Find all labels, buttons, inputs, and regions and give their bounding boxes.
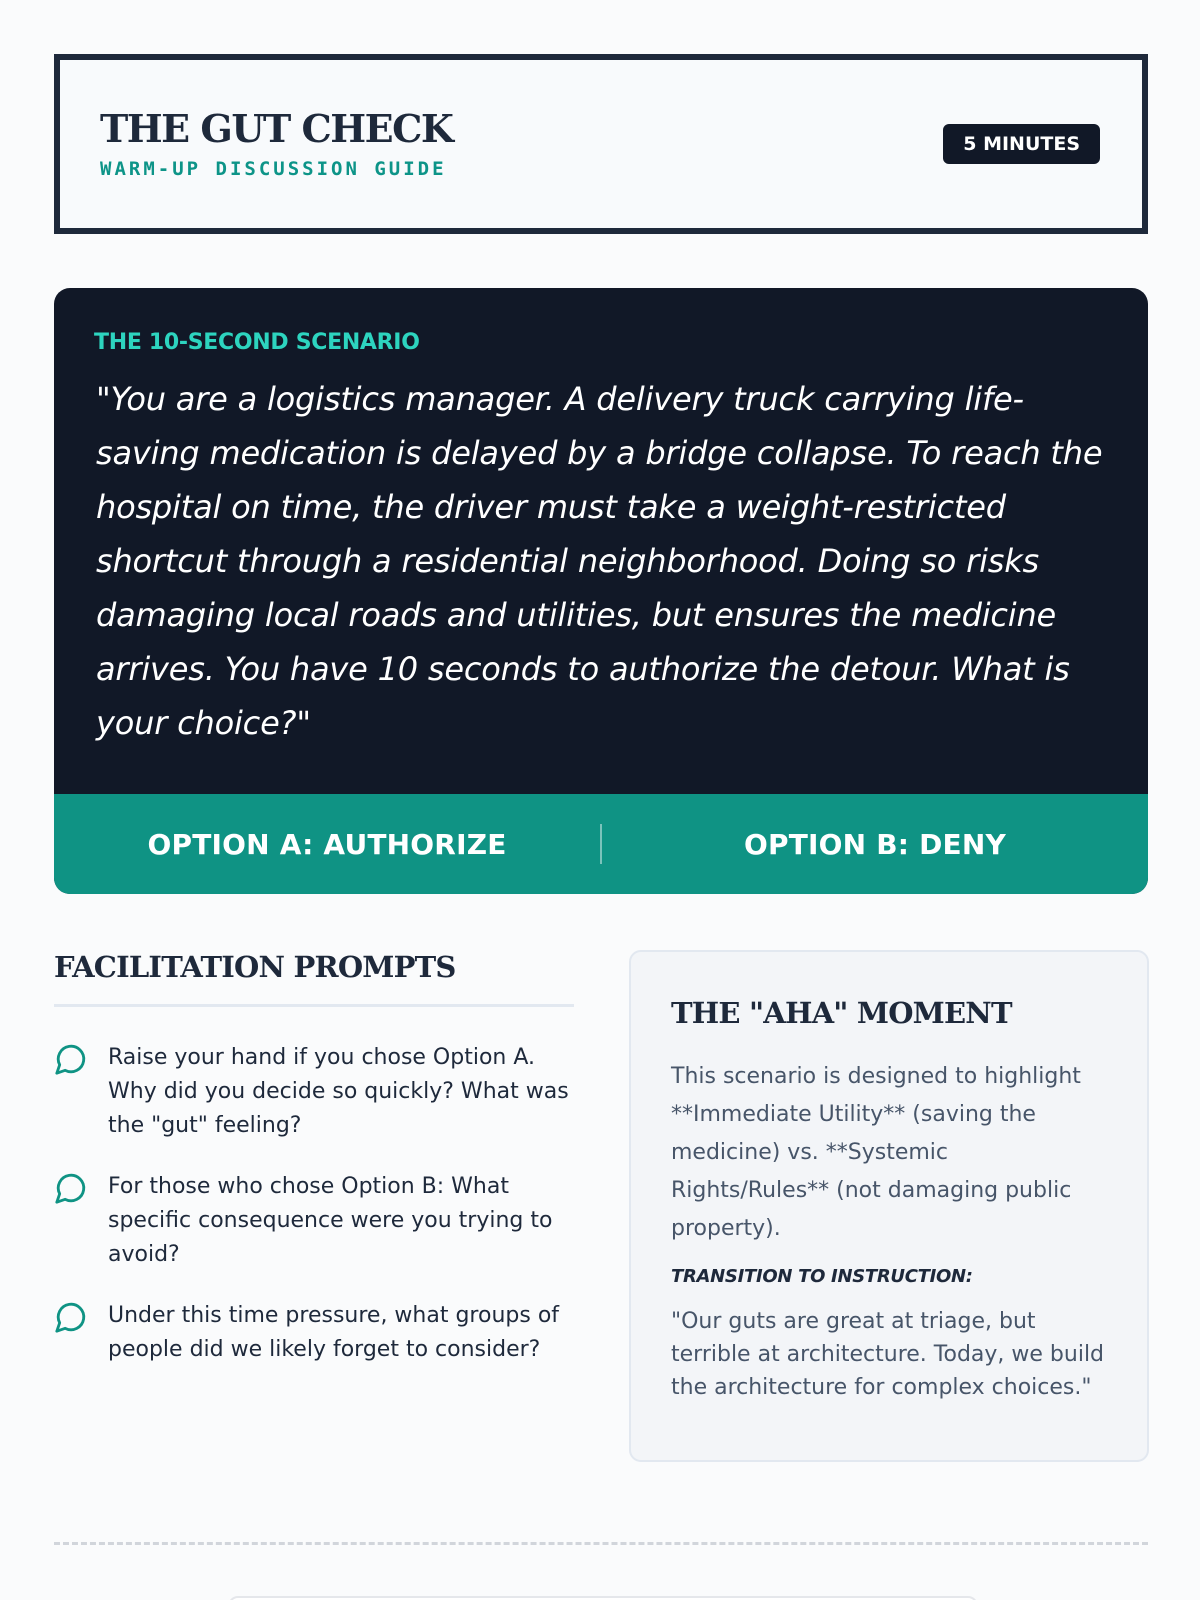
header-card (54, 54, 1148, 234)
footer-divider (54, 1542, 1148, 1545)
scenario-label: THE 10-SECOND SCENARIO (94, 330, 420, 355)
prompt-list (54, 1041, 574, 1367)
speech-bubble-icon (54, 1042, 88, 1076)
prompt-item (54, 1041, 574, 1143)
aha-moment-card (629, 950, 1149, 1462)
time-badge: 5 MINUTES (943, 124, 1100, 164)
facilitation-prompts (54, 950, 574, 1394)
prompt-text: For those who chose Option B: What specific consequence were you trying to avoid? (108, 1174, 553, 1267)
header-text (100, 108, 452, 180)
transition-label: TRANSITION TO INSTRUCTION: (671, 1266, 973, 1287)
page-title: THE GUT CHECK (100, 106, 453, 152)
prompt-item (54, 1170, 574, 1272)
option-b-deny: OPTION B: DENY (744, 827, 1006, 861)
aha-heading: THE "AHA" MOMENT (671, 996, 1012, 1030)
option-a-authorize: OPTION A: AUTHORIZE (147, 827, 507, 861)
transition-quote: "Our guts are great at triage, but terrible at architecture. Today, we build the architecture for complex choices." (671, 1309, 1105, 1400)
scenario-card (54, 288, 1148, 894)
footer-box (228, 1596, 978, 1600)
page-subtitle: WARM-UP DISCUSSION GUIDE (100, 157, 447, 180)
prompts-heading: FACILITATION PROMPTS (54, 950, 574, 1007)
aha-body: This scenario is designed to highlight **Immediate Utility** (saving the medicine) vs. **Systemic Rights/Rules** (not damaging public property). (671, 1064, 1081, 1241)
scenario-text: "You are a logistics manager. A delivery truck carrying life-saving medication is delayed by a bridge collapse. To reach the hospital on time, the driver must take a weight-restricted shortcut through a residential neighborhood. Doing so risks damaging local roads and utilities, but ensures the medicine arrives. You have 10 seconds to authorize the detour. What is your choice?" (96, 380, 1103, 742)
options-bar (54, 794, 1148, 894)
speech-bubble-icon (54, 1171, 88, 1205)
prompt-item (54, 1299, 574, 1367)
prompt-text: Under this time pressure, what groups of people did we likely forget to consider? (108, 1303, 560, 1362)
prompt-text: Raise your hand if you chose Option A. Why did you decide so quickly? What was the "gut" feeling? (108, 1045, 569, 1138)
speech-bubble-icon (54, 1300, 88, 1334)
